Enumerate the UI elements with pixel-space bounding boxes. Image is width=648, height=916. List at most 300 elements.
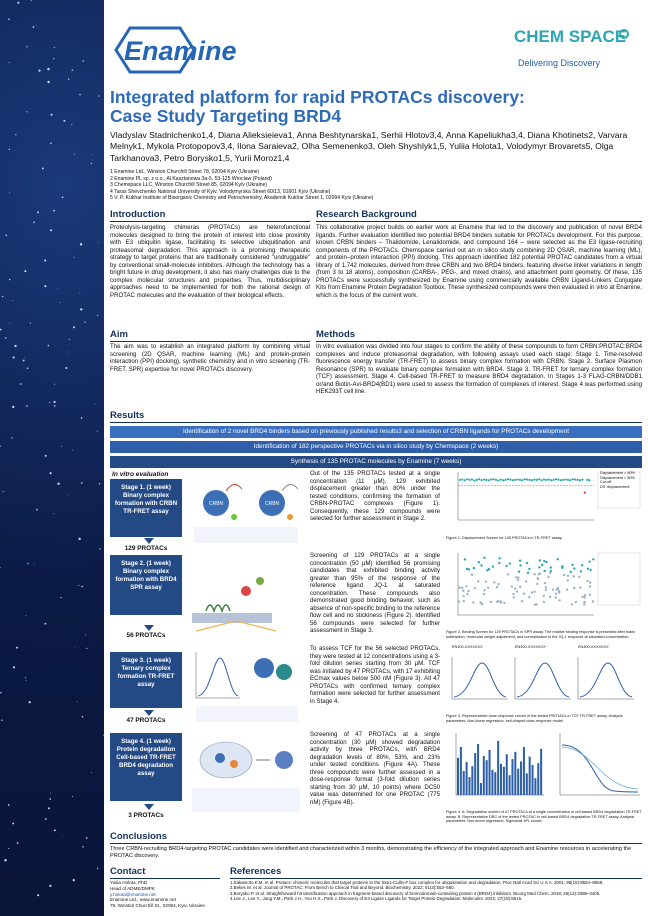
fig2-point <box>483 557 485 559</box>
reference-item: 2.Bekes M. et al. Journal of PROTAC: From Bench to Clinical Trial and Beyond. Biochemistry. 2022; 61(3):553–560. <box>230 885 455 891</box>
fig1-point <box>565 478 567 480</box>
fig2-point <box>563 574 565 576</box>
contact-line: Enamine Ltd., www.enamine.net <box>110 897 176 903</box>
fig1-point <box>514 479 516 481</box>
star-dot <box>54 384 55 385</box>
contact-email-link[interactable]: y.holota@enamine.net <box>110 891 156 897</box>
fig4-bar <box>466 762 468 795</box>
fig1-point <box>577 479 579 481</box>
fig2-point <box>558 599 560 601</box>
stage-4-text: Screening of 47 PROTACs at a single concentration (30 µM) showed degradation activity by three PROTACs, with BRD4 degradation levels of 80%, 53%, and 23% under tested conditions (Figure 4A). These three compounds were further assessed in a dose-response format (3-fold dilution series starting from 30 µM, 10 points) where DC50 value was determined for one PROTAC (775 nM) (Figure 4B). <box>310 731 440 806</box>
fig2-point <box>527 572 529 574</box>
star-dot <box>44 285 46 287</box>
fig1-point <box>548 478 550 480</box>
star-dot <box>24 270 26 272</box>
fig3-curve <box>517 663 569 697</box>
fig2-point <box>523 593 525 595</box>
star-dot <box>81 482 83 484</box>
affiliation: 1 Enamine Ltd., Winston Churchill Street 78, 02094 Kyiv (Ukraine) <box>110 169 260 175</box>
figure-2-caption: Figure 2. Binding Screen for 129 PROTACs in SPR assay. The relative binding response is presented after blank subtraction, molecular weight adjustment, and normalization to the JQ-1 response at saturated concentration. <box>446 630 636 639</box>
fig4-bar <box>463 771 465 795</box>
contact-line: Head of ADME/DMPK <box>110 885 155 891</box>
fig1-point <box>521 479 523 481</box>
star-dot <box>48 345 50 347</box>
fig2-point <box>534 573 536 575</box>
star-dot <box>67 495 68 496</box>
legend-entry: Displacement > 80% <box>600 471 635 475</box>
star-dot <box>30 322 31 323</box>
results-heading: Results <box>110 410 642 423</box>
fig1-point <box>485 479 487 481</box>
fig2-point <box>468 568 470 570</box>
star-dot <box>65 367 67 369</box>
star-dot <box>62 196 64 198</box>
star-dot <box>9 279 10 280</box>
fig1-point <box>512 479 514 481</box>
fig2-point <box>500 601 502 603</box>
star-dot <box>71 124 72 125</box>
fig4-bar <box>517 769 519 795</box>
star-dot <box>84 322 85 323</box>
fig2-point <box>483 589 485 591</box>
fig1-point <box>579 479 581 481</box>
fig2-point <box>557 558 559 560</box>
fig4-bar <box>468 777 470 795</box>
star-dot <box>14 345 16 347</box>
fig2-point <box>539 559 541 561</box>
fig2-point <box>561 565 563 567</box>
star-dot <box>86 837 88 839</box>
fig1-point <box>497 479 499 481</box>
star-dot <box>78 538 80 540</box>
fig2-point <box>492 565 494 567</box>
star-dot <box>73 326 75 328</box>
fig1-point <box>541 479 543 481</box>
fig2-point <box>493 581 495 583</box>
star-dot <box>34 563 35 564</box>
invitro-label: In vitro evaluation <box>112 471 169 478</box>
star-dot <box>47 68 49 70</box>
chemspace-logo <box>506 22 636 80</box>
fig1-point <box>533 478 535 480</box>
fig1-point <box>545 479 547 481</box>
star-dot <box>23 360 25 362</box>
star-dot <box>2 296 3 297</box>
fig3-curve <box>580 663 632 697</box>
fig2-point <box>536 577 538 579</box>
fig2-point <box>586 580 588 582</box>
fig4-bar <box>460 747 462 795</box>
star-dot <box>12 406 14 408</box>
fig2-point <box>526 562 528 564</box>
stage-1-box: Stage 1. (1 week) Binary complex formation with CRBN TR-FRET assay <box>110 479 182 537</box>
flow-arrow <box>144 804 154 810</box>
fig4-bar <box>534 778 536 795</box>
star-dot <box>16 647 18 649</box>
fig1-point <box>493 478 495 480</box>
star-dot <box>8 804 10 806</box>
fig2-point <box>462 595 464 597</box>
star-dot <box>54 47 55 48</box>
star-dot <box>12 300 13 301</box>
fig4-bar <box>532 765 534 795</box>
star-dot <box>36 509 38 511</box>
star-dot <box>15 150 16 151</box>
fig1-point <box>581 478 583 480</box>
figure-2-chart <box>444 549 642 629</box>
star-dot <box>26 111 27 112</box>
figure-4-caption: Figure 4. A. Degradation screen of 47 PROTACs at a single concentration in cell-based BRD4 degradation TR-FRET assay. B. Representative DRC of the tested PROTAC in cell-based BRD4 degradation TR-FRET assay. Analysis parameters: Non-linear regression, Sigmoidal 4PL model. <box>446 810 642 824</box>
star-dot <box>26 46 27 47</box>
chemspace-tagline: Delivering Discovery <box>518 58 601 68</box>
star-dot <box>77 701 78 702</box>
fig2-point <box>512 593 514 595</box>
fig4-bar <box>480 783 482 795</box>
results-banner-1: Identification of 2 novel BRD4 binders based on previously published results3 and selection of CRBN ligands for PROTACs development <box>110 426 642 438</box>
star-dot <box>3 491 4 492</box>
fig2-point <box>477 580 479 582</box>
fig1-point <box>469 479 471 481</box>
star-dot <box>48 807 50 809</box>
fig2-point <box>518 571 520 573</box>
fig2-point <box>467 590 469 592</box>
fig1-point <box>488 479 490 481</box>
figure-3-chart <box>444 643 642 715</box>
fig2-point <box>557 587 559 589</box>
star-dot <box>27 563 28 564</box>
star-dot <box>86 648 87 649</box>
conclusions-heading: Conclusions <box>110 831 642 844</box>
methods-text: In vitro evaluation was divided into four stages to confirm the ability of these compounds to form CRBN:PROTAC:BRD4 complexes and induce proteasomal degradation, with following assays used each stage: Stage 1. Time-resolved fluorescence energy transfer (TR-FRET) to assess binary complex formation with CRBN. Stage 2. Surface Plasmon Resonance (SPR) to evaluate binary complex formation with BRD4. Stage 3. TR-FRET for ternary complex formation (TCF) assessment. Stage 4. Cell-based TR-FRET to measure BRD4 degradation. In Stages 1-3 FLAG-CRBN/DDB1 or/and Biotin-Avi-BRD4(BD1) were used to assess the formation of complexes of interest. Stage 4 was performed using HEK293T cell line. <box>316 343 642 395</box>
fig1-point <box>557 478 559 480</box>
fig2-point <box>503 602 505 604</box>
star-dot <box>53 210 55 212</box>
starfield-decoration <box>0 0 110 916</box>
fig3-curve <box>454 663 506 697</box>
title-line-2: Case Study Targeting BRD4 <box>110 106 342 126</box>
reference-item: 1.Sakamoto K.M. et al. Protacs: chimeric molecules that target proteins to the Skp1-Cullin-F box complex for ubiquitination and degradation. Proc Natl Acad Sci U S A. 2001; 98(15):8554–8559. <box>230 880 604 885</box>
fig1-point <box>473 479 475 481</box>
star-dot <box>1 719 2 720</box>
legend-entry: Cut-off <box>600 480 612 485</box>
figure-3-title: EN300-XXXXXXX <box>452 645 483 649</box>
star-dot <box>50 143 51 144</box>
stage-1-text: Out of the 135 PROTACs tested at a single concentration (11 µM), 129 exhibited displacement greater than 80% under the tested conditions, confirming the formation of CRBN-PROTAC complexes (Figure 1). Consequently, these 129 compounds were selected for further assessment in Stage 2. <box>310 470 440 522</box>
fig4-bar <box>486 760 488 795</box>
fig2-point <box>486 569 488 571</box>
fig2-point <box>538 566 540 568</box>
star-dot <box>79 94 80 95</box>
fig1-point <box>572 478 574 480</box>
figure-3-title: EN300-XXXXXXX <box>578 645 609 649</box>
star-dot <box>82 716 84 718</box>
star-dot <box>37 894 39 896</box>
fig2-point <box>464 558 466 560</box>
fig2-point <box>573 587 575 589</box>
fig2-point <box>458 586 460 588</box>
star-dot <box>97 315 98 316</box>
affiliation: 5 V. P. Kukhar Institute of Bioorganic Chemistry and Petrochemistry, Akademik Kukhar Street 1, 02094 Kyiv (Ukraine) <box>110 195 374 202</box>
fig2-point <box>592 600 594 602</box>
fig2-point <box>543 595 545 597</box>
stage-3-text: To assess TCF for the 56 selected PROTACs, they were tested at 12 concentrations using a 3-fold dilution series starting from 30 µM. TCF was initiated by 47 PROTACs, with 17 exhibiting ECmax values below 500 nM (Figure 3). All 47 PROTACs with confirmed ternary complex formation were selected for further assessment in Stage 4. <box>310 645 440 705</box>
fig1-point <box>536 479 538 481</box>
stage-2-text: Screening of 129 PROTACs at a single concentration (50 µM) identified 56 promising candidates that exhibited binding activity greater than 95% of the response of the reference ligand JQ-1 at saturated concentration. These compounds also demonstrated good binding behavior, such as absence of non-specific binding to the reference flow cell and no stickiness (Figure 2). Identified 56 compounds were selected for further assessment in Stage 3. <box>310 552 440 634</box>
star-dot <box>37 211 39 213</box>
fig1-point <box>500 478 502 480</box>
author-list: Vladyslav Stadnichenko1,4, Diana Alieksieieva1, Anna Beshtynarska1, Serhii Hlotov3,4, Anna Kapeliukha3,4, Diana Khotinets2, Varvara Melnyk1, Mykola Protopopov3,4, Ilona Saraieva2, Olha Semenenko3, Oleh Shyshlyk1,5, Yuliia Holota1, Volodymyr Brovarets5, Olga Tarkhanova3, Petro Borysko1,5, Yurii Moroz1,4 <box>110 130 628 163</box>
fig2-point <box>541 564 543 566</box>
fig1-point <box>574 478 576 480</box>
star-dot <box>0 567 1 568</box>
fig2-point <box>531 591 533 593</box>
fig2-point <box>458 601 460 603</box>
aim-text: The aim was to establish an integrated platform by combining virtual screening (2D QSAR, machine learning (ML) and protein-protein interaction (PPI) docking), synthetic chemistry and in vitro screening (TR-FRET, SPR) expertise for novel PROTACs discovery. <box>110 343 310 373</box>
svg-text:CRBN: CRBN <box>209 501 224 507</box>
fig2-point <box>575 601 577 603</box>
fig1-point <box>464 479 466 481</box>
fig2-point <box>536 583 538 585</box>
reference-item: 4.Lee J., Lee Y., Jung Y.M., Park J.H., Yoo H.S., Park J. Discovery of E3 Ligase Ligands for Target Protein Degradation. Molecules. 2022; 27(19):6515. <box>230 896 523 902</box>
fig2-point <box>549 596 551 598</box>
reference-item: 3.Borysko P. et al. Straightforward hit identification approach in fragment-based discovery of bromodomain-containing protein 4 (BRD4) inhibitors. Bioorg Med Chem. 2018; 26(12):3399–3405. <box>230 890 601 896</box>
fig2-point <box>543 570 545 572</box>
fig1-point <box>476 479 478 481</box>
star-dot <box>91 163 92 164</box>
star-dot <box>24 357 25 358</box>
intro-text: Proteolysis-targeting chimeras (PROTACs) are heterofunctional molecules designed to bring the protein of interest into close proximity with E3 ubiquitin ligase, facilitating its selective ubiquitination and proteasomal degradation. This approach is a promising therapeutic strategy to target proteins that are traditionally considered "undruggable" by conventional small-molecule inhibitors. Although the technology has a bright future in drug development, it also has many challenges due to the complex molecular structures and properties. Thus, multidisciplinary approaches need to be implemented for both the rational design of PROTAC molecules and the evaluation of their biological effects. <box>110 224 310 299</box>
fig1-point <box>502 479 504 481</box>
fig2-point <box>587 568 589 570</box>
star-dot <box>51 114 53 116</box>
star-dot <box>45 818 47 820</box>
star-dot <box>67 352 68 353</box>
fig2-point <box>514 587 516 589</box>
fig2-point <box>554 596 556 598</box>
star-dot <box>72 796 73 797</box>
fig2-point <box>478 561 480 563</box>
fig2-point <box>549 572 551 574</box>
star-dot <box>50 472 52 474</box>
stage-2-box: Stage 2. (1 week) Binary complex formation with BRD4 SPR assay <box>110 555 182 615</box>
fig2-point <box>513 596 515 598</box>
fig2-point <box>573 575 575 577</box>
star-dot <box>99 548 100 549</box>
fig2-point <box>589 569 591 571</box>
star-dot <box>33 26 35 28</box>
flow-arrow <box>144 538 154 544</box>
star-dot <box>8 848 9 849</box>
fig2-point <box>463 600 465 602</box>
fig1-point <box>490 478 492 480</box>
star-dot <box>13 666 15 668</box>
fig1-point <box>529 479 531 481</box>
star-dot <box>47 81 49 83</box>
fig1-point <box>567 479 569 481</box>
star-dot <box>12 823 14 825</box>
fig1-point <box>461 478 463 480</box>
stage-1-count: 129 PROTACs <box>124 545 168 552</box>
fig2-point <box>566 588 568 590</box>
fig1-point <box>507 478 509 480</box>
results-banner-3: Synthesis of 135 PROTAC molecules by Enamine (7 weeks) <box>110 456 642 468</box>
results-banner-2: Identification of 182 perspective PROTACs via in silico study by Chemspace (2 weeks) <box>110 441 642 453</box>
legend-entry: Displacement < 80% <box>600 475 635 480</box>
star-dot <box>36 25 37 26</box>
star-dot <box>57 483 59 485</box>
fig2-point <box>583 601 585 603</box>
chemspace-logo-name: CHEM SPACE <box>514 27 627 46</box>
fig2-point <box>567 575 569 577</box>
fig2-point <box>507 573 509 575</box>
star-dot <box>25 615 26 616</box>
star-dot <box>17 842 19 844</box>
star-dot <box>15 134 16 135</box>
fig1-point <box>466 478 468 480</box>
star-dot <box>97 431 98 432</box>
fig2-point <box>473 567 475 569</box>
fig2-point <box>545 588 547 590</box>
star-dot <box>13 356 15 358</box>
fig2-point <box>525 580 527 582</box>
star-dot <box>53 401 55 403</box>
figure-3-caption: Figure 3. Representative dose-response curves of the tested PROTACs in TCF TR-FRET assay. Analysis parameters: Non-linear regression, bell-shaped dose-response model. <box>446 714 623 723</box>
star-dot <box>60 597 61 598</box>
fig2-point <box>534 603 536 605</box>
star-dot <box>44 623 46 625</box>
fig4-bar <box>511 759 513 795</box>
fig2-point <box>515 576 517 578</box>
fig2-point <box>472 601 474 603</box>
star-dot <box>53 58 54 59</box>
fig2-point <box>552 588 554 590</box>
fig1-point <box>519 479 521 481</box>
star-dot <box>50 229 52 231</box>
fig2-point <box>481 603 483 605</box>
fig4-bar <box>483 756 485 795</box>
fig4-bar <box>509 775 511 795</box>
fig2-point <box>579 586 581 588</box>
fig2-point <box>545 586 547 588</box>
fig2-point <box>550 566 552 568</box>
star-dot <box>98 242 99 243</box>
fig2-point <box>589 594 591 596</box>
star-dot <box>74 154 75 155</box>
star-dot <box>81 417 83 419</box>
fig2-point <box>480 564 482 566</box>
star-dot <box>25 677 26 678</box>
fig2-point <box>580 570 582 572</box>
fig2-point <box>521 600 523 602</box>
fig1-point <box>478 478 480 480</box>
star-dot <box>50 793 51 794</box>
star-dot <box>62 837 63 838</box>
star-dot <box>72 450 73 451</box>
fig1-point <box>483 478 485 480</box>
fig1-point <box>509 478 511 480</box>
fig4-bar <box>503 767 505 795</box>
star-dot <box>49 402 50 403</box>
star-dot <box>17 2 19 4</box>
stage-3-box: Stage 3. (1 week) Ternary complex formation TR-FRET assay <box>110 652 182 708</box>
star-dot <box>5 337 6 338</box>
star-dot <box>54 405 56 407</box>
star-dot <box>26 405 28 407</box>
fig2-point <box>519 560 521 562</box>
stage-4-scheme <box>186 730 306 816</box>
fig4-bar <box>489 750 491 795</box>
fig1-point <box>495 479 497 481</box>
fig2-point <box>509 562 511 564</box>
fig2-point <box>544 582 546 584</box>
fig2-point <box>547 576 549 578</box>
fig2-point <box>490 601 492 603</box>
star-dot <box>44 260 46 262</box>
fig1-point <box>543 478 545 480</box>
fig4-bar <box>457 758 459 795</box>
fig4-bar <box>514 752 516 795</box>
affiliation: 3 Chemspace LLC, Winston Churchill Street 85, 02094 Kyiv (Ukraine) <box>110 182 268 189</box>
fig2-point <box>558 590 560 592</box>
fig4-bar <box>491 770 493 795</box>
fig2-point <box>483 593 485 595</box>
affiliation: 2 Enamine PL sp. z o.o., Al.Kasztanowa 3a-5, 53-125 Wroclaw (Poland) <box>110 175 272 182</box>
affiliation: 4 Taras Shevchenko National University of Kyiv, Volodymyrska Street 60/13, 01601 Kyiv (Ukraine) <box>110 188 331 195</box>
star-dot <box>45 455 47 457</box>
figure-3-title: EN300-XXXXXXX <box>515 645 546 649</box>
fig2-point <box>519 586 521 588</box>
fig4-bar <box>474 753 476 795</box>
star-dot <box>9 192 10 193</box>
fig2-point <box>517 579 519 581</box>
figure-1-caption: Figure 1. Displacement Screen for 135 PROTACs in TR-FRET assay. <box>446 536 563 540</box>
star-dot <box>8 18 10 20</box>
contact-line: 78, Winston Churchill St., 02094, Kyiv, Ukraine <box>110 903 205 909</box>
fig1-point <box>471 478 473 480</box>
fig4-bar <box>500 764 502 795</box>
contact-line: Yuliia Holota, PhD <box>110 880 148 885</box>
star-dot <box>99 483 100 484</box>
star-dot <box>31 0 32 1</box>
fig2-point <box>589 581 591 583</box>
fig2-point <box>465 585 467 587</box>
star-dot <box>82 846 83 847</box>
star-dot <box>69 339 70 340</box>
star-dot <box>26 680 27 681</box>
fig2-point <box>497 583 499 585</box>
research-heading: Research Background <box>316 209 642 222</box>
fig4-bar <box>526 773 528 795</box>
fig2-point <box>584 596 586 598</box>
star-dot <box>27 368 29 370</box>
fig2-point <box>498 562 500 564</box>
star-dot <box>54 513 55 514</box>
star-dot <box>98 95 99 96</box>
star-dot <box>0 692 1 693</box>
star-dot <box>73 879 75 881</box>
star-dot <box>79 293 80 294</box>
figure-1-legend <box>600 471 640 489</box>
affiliation-list <box>110 169 640 202</box>
fig4-bar <box>537 763 539 795</box>
stage-4-box: Stage 4. (1 week) Protein degradation Cell-based TR-FRET BRD4 degradation assay <box>110 733 182 801</box>
stage-4-count: 3 PROTACs <box>128 812 164 819</box>
fig2-point <box>543 560 545 562</box>
fig4-bar <box>494 772 496 795</box>
star-dot <box>33 222 35 224</box>
star-dot <box>85 634 86 635</box>
fig2-point <box>543 601 545 603</box>
